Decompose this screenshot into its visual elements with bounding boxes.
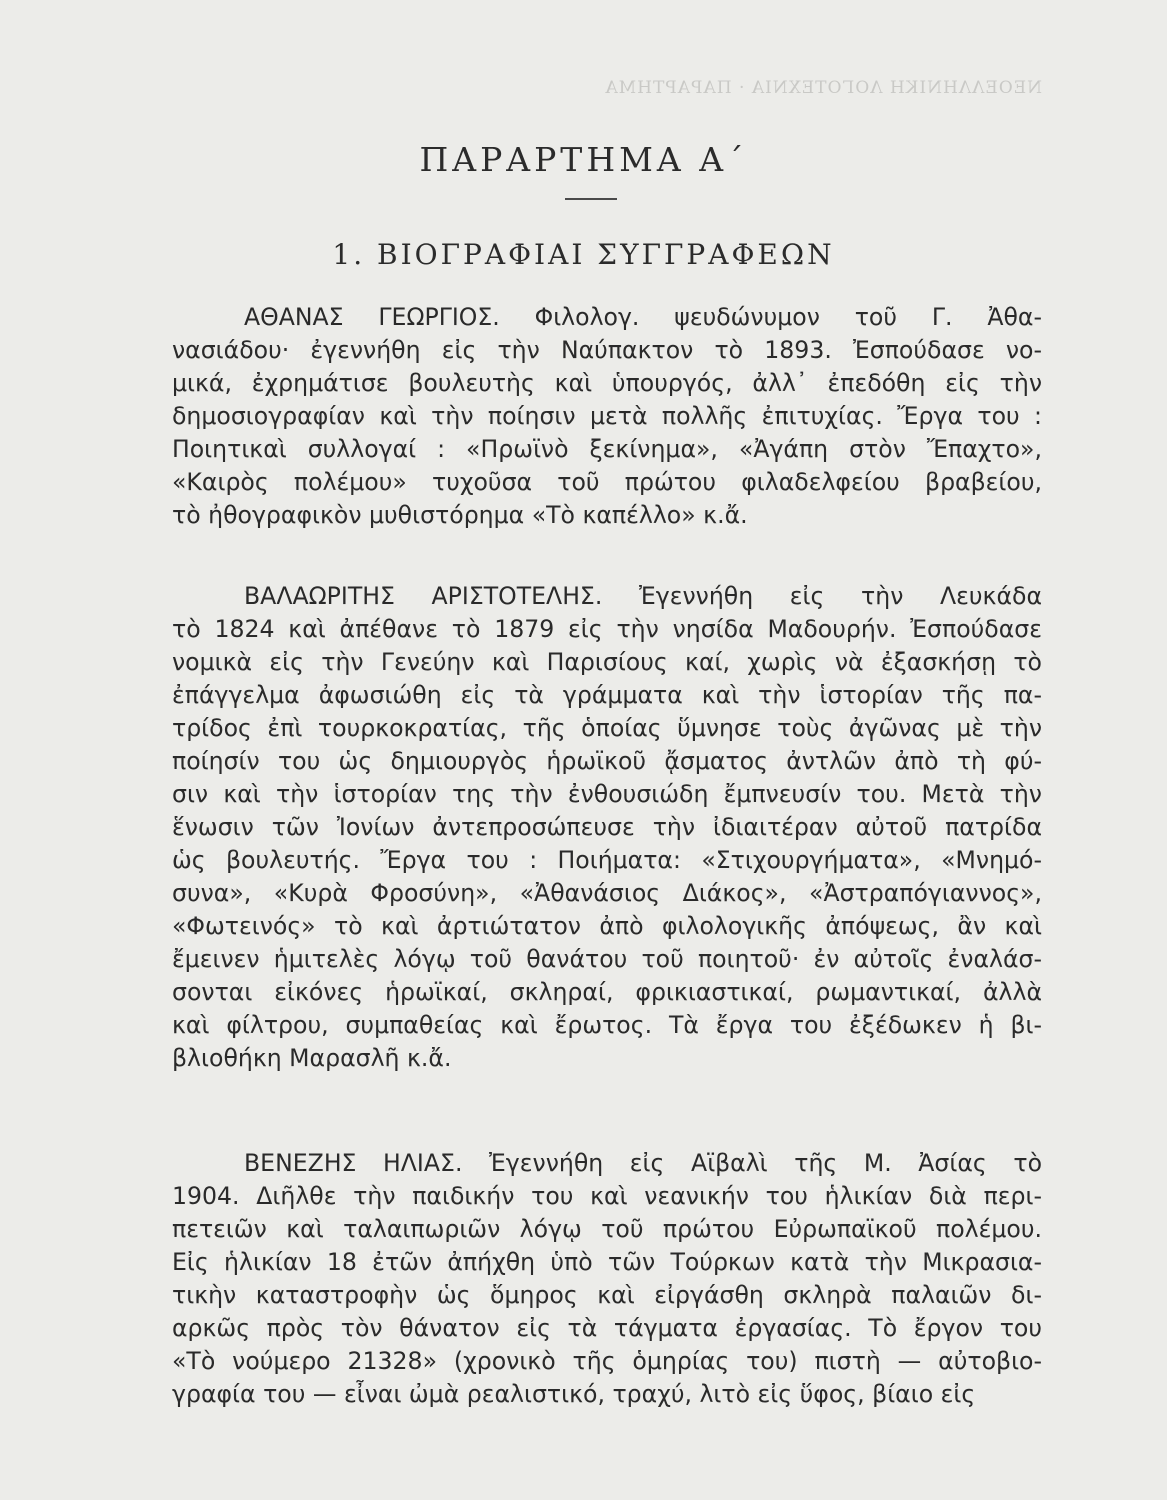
appendix-title: ΠΑΡΑΡΤΗΜΑ Α΄ — [419, 140, 748, 179]
bleed-through-header: ΝΕΟΕΛΛΗΝΙΚΗ ΛΟΓΟΤΕΧΝΙΑ · ΠΑΡΑΡΤΗΜΑ — [604, 78, 1042, 98]
text-line: νασιάδου· ἐγεννήθη εἰς τὴν Ναύπακτον τὸ 1893. Ἐσπούδασε νο- — [172, 336, 1042, 364]
text-line: ἕνωσιν τῶν Ἰονίων ἀντεπροσώπευσε τὴν ἰδιαιτέραν αὐτοῦ πατρίδα — [172, 813, 1042, 841]
text-line: ΒΕΝΕΖΗΣ ΗΛΙΑΣ. Ἐγεννήθη εἰς Αϊβαλὶ τῆς Μ. Ἀσίας τὸ — [244, 1149, 1042, 1177]
text-line: βλιοθήκη Μαρασλῆ κ.ἄ. — [172, 1044, 452, 1072]
text-line: καὶ φίλτρου, συμπαθείας καὶ ἔρωτος. Τὰ ἔργα του ἐξέδωκεν ἡ βι- — [172, 1011, 1042, 1039]
text-line: Ποιητικαὶ συλλογαί : «Πρωϊνὸ ξεκίνημα», «Ἀγάπη στὸν Ἔπαχτο», — [172, 435, 1042, 463]
text-line: Εἰς ἡλικίαν 18 ἐτῶν ἀπήχθη ὑπὸ τῶν Τούρκων κατὰ τὴν Μικρασια- — [172, 1248, 1042, 1276]
text-line: ποίησίν του ὡς δημιουργὸς ἡρωϊκοῦ ᾄσματος ἀντλῶν ἀπὸ τὴ φύ- — [172, 747, 1042, 775]
title-underline — [565, 198, 617, 200]
text-line: ὡς βουλευτής. Ἔργα του : Ποιήματα: «Στιχουργήματα», «Μνημό- — [172, 846, 1042, 874]
text-line: τὸ 1824 καὶ ἀπέθανε τὸ 1879 εἰς τὴν νησίδα Μαδουρήν. Ἐσπούδασε — [172, 615, 1042, 643]
text-line: «Τὸ νούμερο 21328» (χρονικὸ τῆς ὁμηρίας του) πιστὴ — αὐτοβιο- — [172, 1347, 1042, 1375]
text-line: δημοσιογραφίαν καὶ τὴν ποίησιν μετὰ πολλῆς ἐπιτυχίας. Ἔργα του : — [172, 402, 1042, 430]
text-line: τικὴν καταστροφὴν ὡς ὅμηρος καὶ εἰργάσθη σκληρὰ παλαιῶν δι- — [172, 1281, 1042, 1309]
text-line: αρκῶς πρὸς τὸν θάνατον εἰς τὰ τάγματα ἐργασίας. Τὸ ἔργον του — [172, 1314, 1042, 1342]
section-subtitle: 1. ΒΙΟΓΡΑΦΙΑΙ ΣΥΓΓΡΑΦΕΩΝ — [332, 238, 835, 271]
text-line: ΑΘΑΝΑΣ ΓΕΩΡΓΙΟΣ. Φιλολογ. ψευδώνυμον τοῦ Γ. Ἀθα- — [244, 303, 1042, 331]
text-line: μικά, ἐχρημάτισε βουλευτὴς καὶ ὑπουργός, ἀλλ᾿ ἐπεδόθη εἰς τὴν — [172, 369, 1042, 397]
text-line: σονται εἰκόνες ἡρωϊκαί, σκληραί, φρικιαστικαί, ρωμαντικαί, ἀλλὰ — [172, 978, 1042, 1006]
entry-valaoritis — [172, 580, 1042, 1075]
text-line: συνα», «Κυρὰ Φροσύνη», «Ἀθανάσιος Διάκος», «Ἀστραπόγιαννος», — [172, 879, 1042, 907]
text-line: ἔμεινεν ἡμιτελὲς λόγῳ τοῦ θανάτου τοῦ ποιητοῦ· ἐν αὐτοῖς ἐναλάσ- — [172, 945, 1042, 973]
entry-venezis — [172, 1147, 1042, 1411]
text-line: νομικὰ εἰς τὴν Γενεύην καὶ Παρισίους καί, χωρὶς νὰ ἐξασκήσῃ τὸ — [172, 648, 1042, 676]
text-line: γραφία του — εἶναι ὠμὰ ρεαλιστικό, τραχύ, λιτὸ εἰς ὕφος, βίαιο εἰς — [172, 1380, 976, 1408]
text-line: 1904. Διῆλθε τὴν παιδικήν του καὶ νεανικήν του ἡλικίαν διὰ περι- — [172, 1182, 1042, 1210]
text-line: τρίδος ἐπὶ τουρκοκρατίας, τῆς ὁποίας ὕμνησε τοὺς ἀγῶνας μὲ τὴν — [172, 714, 1042, 742]
text-line: «Καιρὸς πολέμου» τυχοῦσα τοῦ πρώτου φιλαδελφείου βραβείου, — [172, 468, 1042, 496]
text-line: «Φωτεινός» τὸ καὶ ἀρτιώτατον ἀπὸ φιλολογικῆς ἀπόψεως, ἂν καὶ — [172, 912, 1042, 940]
text-line: σιν καὶ τὴν ἱστορίαν της τὴν ἐνθουσιώδη ἔμπνευσίν του. Μετὰ τὴν — [172, 780, 1042, 808]
text-line: τὸ ἠθογραφικὸν μυθιστόρημα «Τὸ καπέλλο» κ.ἄ. — [172, 501, 748, 529]
entry-athanas — [172, 301, 1042, 532]
text-line: ἐπάγγελμα ἀφωσιώθη εἰς τὰ γράμματα καὶ τὴν ἱστορίαν τῆς πα- — [172, 681, 1042, 709]
text-line: πετειῶν καὶ ταλαιπωριῶν λόγῳ τοῦ πρώτου Εὐρωπαϊκοῦ πολέμου. — [172, 1215, 1042, 1243]
text-line: ΒΑΛΑΩΡΙΤΗΣ ΑΡΙΣΤΟΤΕΛΗΣ. Ἐγεννήθη εἰς τὴν Λευκάδα — [244, 582, 1042, 610]
